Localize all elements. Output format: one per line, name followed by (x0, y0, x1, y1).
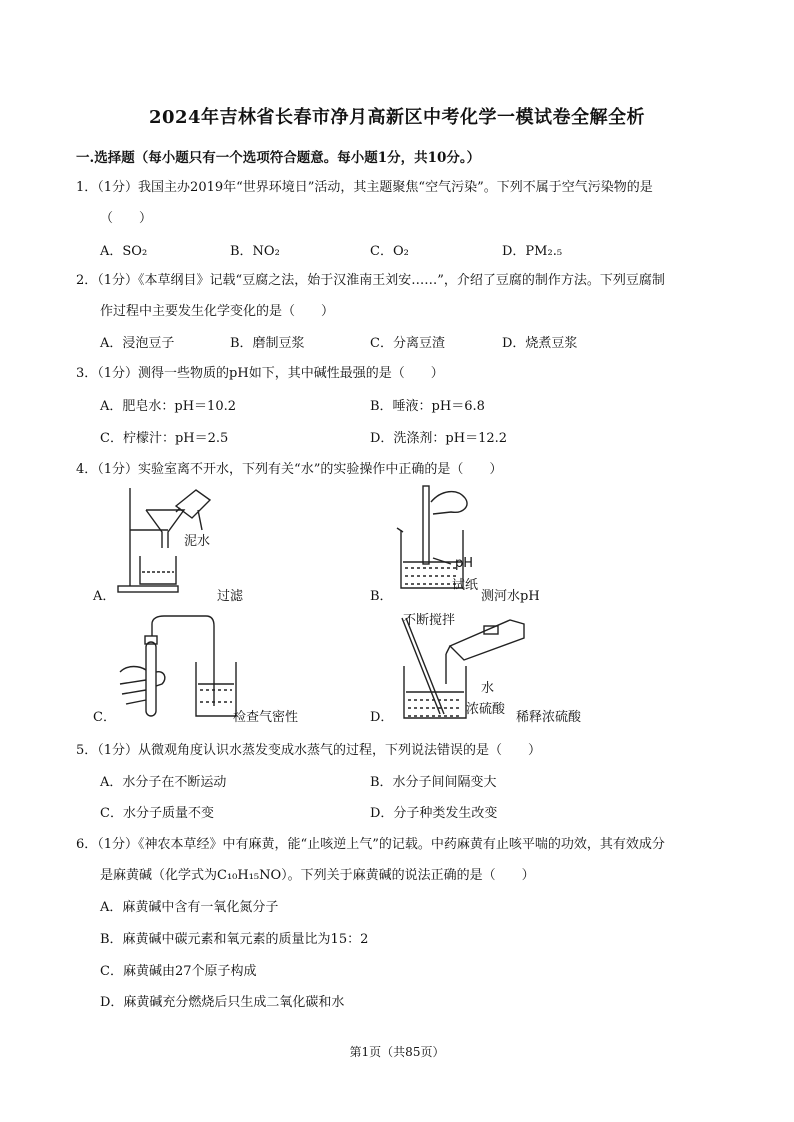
q3-option-c: C．柠檬汁：pH＝2.5 (100, 431, 229, 446)
q4-option-c-letter: C． (93, 710, 116, 725)
q3-stem: 3．（1分）测得一些物质的pH如下，其中碱性最强的是（ ） (76, 366, 444, 381)
q6-stem-line1: 6．（1分）《神农本草经》中有麻黄，能“止咳逆上气”的记载。中药麻黄有止咳平喘的功效，其有效成分 (76, 837, 665, 852)
q2-stem-line1: 2．（1分）《本草纲目》记载“豆腐之法，始于汉淮南王刘安……”，介绍了豆腐的制作方法。下列豆腐制 (76, 273, 665, 288)
q4-option-a-caption: 过滤 (217, 589, 244, 604)
q6-option-d: D．麻黄碱充分燃烧后只生成二氧化碳和水 (100, 995, 345, 1010)
q1-option-a: A．SO₂ (100, 244, 148, 259)
q5-option-a: A．水分子在不断运动 (100, 775, 227, 790)
q6-option-b: B．麻黄碱中碳元素和氧元素的质量比为15：2 (100, 932, 369, 947)
q4-d-label-stir: 不断搅拌 (403, 613, 456, 628)
q4-option-c-caption: 检查气密性 (233, 710, 299, 725)
q4-d-label-acid: 浓硫酸 (466, 702, 506, 717)
q3-option-a: A．肥皂水：pH＝10.2 (100, 399, 236, 414)
q4-b-label-paper: 试纸 (452, 578, 479, 593)
q4-stem: 4．（1分）实验室离不开水，下列有关“水”的实验操作中正确的是（ ） (76, 462, 503, 477)
q2-option-a: A．浸泡豆子 (100, 336, 175, 351)
q4-b-label-ph: pH (455, 556, 474, 571)
page-title: 2024年吉林省长春市净月高新区中考化学一模试卷全解全析 (148, 107, 646, 128)
page-footer: 第1页（共85页） (349, 1045, 445, 1059)
q2-option-d: D．烧煮豆浆 (502, 336, 578, 351)
q3-option-d: D．洗涤剂：pH＝12.2 (370, 431, 508, 446)
q4-option-b-caption: 测河水pH (481, 589, 540, 604)
q6-stem-line2: 是麻黄碱（化学式为C₁₀H₁₅NO）。下列关于麻黄碱的说法正确的是（ ） (100, 868, 535, 883)
q4-option-d-letter: D． (370, 710, 394, 725)
q2-stem-line2: 作过程中主要发生化学变化的是（ ） (100, 304, 335, 319)
q3-option-b: B．唾液：pH＝6.8 (370, 399, 485, 414)
airtightness-figure (112, 612, 242, 720)
q4-a-label-mud-water: 泥水 (184, 534, 211, 549)
q4-option-b-letter: B． (370, 589, 393, 604)
q6-option-a: A．麻黄碱中含有一氧化氮分子 (100, 900, 279, 915)
q5-option-b: B．水分子间间隔变大 (370, 775, 497, 790)
q1-stem-line2: （ ） (100, 211, 153, 226)
q6-option-c: C．麻黄碱由27个原子构成 (100, 964, 257, 979)
q5-stem: 5．（1分）从微观角度认识水蒸发变成水蒸气的过程，下列说法错误的是（ ） (76, 743, 542, 758)
q4-option-a-letter: A． (93, 589, 116, 604)
q5-option-d: D．分子种类发生改变 (370, 806, 498, 821)
section-heading: 一.选择题（每小题只有一个选项符合题意。每小题1分，共10分。） (76, 150, 481, 166)
q4-d-label-water: 水 (481, 681, 495, 696)
q5-option-c: C．水分子质量不变 (100, 806, 214, 821)
q2-option-b: B．磨制豆浆 (230, 336, 305, 351)
q4-option-d-caption: 稀释浓硫酸 (516, 710, 582, 725)
q1-option-d: D．PM₂.₅ (502, 244, 563, 259)
q1-option-c: C．O₂ (370, 244, 409, 259)
q2-option-c: C．分离豆渣 (370, 336, 445, 351)
q1-stem-line1: 1．（1分）我国主办2019年“世界环境日”活动，其主题聚焦“空气污染”。下列不属于空气污染物的是 (76, 180, 653, 195)
q1-option-b: B．NO₂ (230, 244, 280, 259)
dilution-figure (398, 614, 528, 722)
filtration-figure (110, 484, 230, 596)
